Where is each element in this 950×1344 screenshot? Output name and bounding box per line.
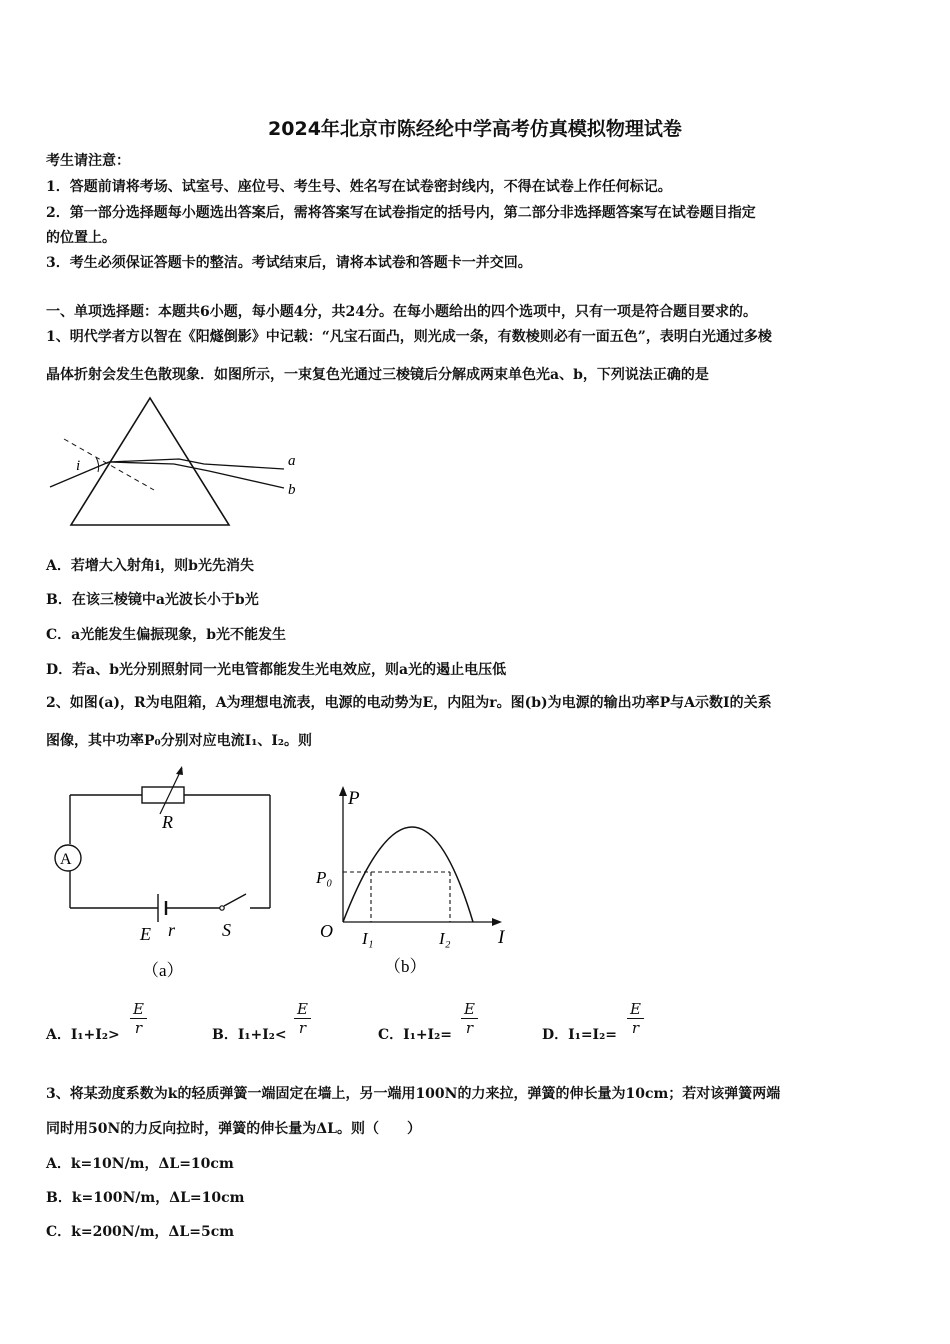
q1-stem: 晶体折射会发生色散现象．如图所示，一束复色光通过三棱镜后分解成两束单色光a、b，下列说法正确的是 <box>46 367 709 383</box>
label-E: E <box>140 924 151 944</box>
label-r: r <box>168 920 176 940</box>
fraction: $\frac{E}{r}$ <box>627 1000 644 1037</box>
label-I: I <box>498 927 505 948</box>
notice-item: 的位置上。 <box>46 230 116 246</box>
q3-stem: 同时用50N的力反向拉时，弹簧的伸长量为ΔL。则（ ） <box>46 1121 421 1137</box>
q2-option: A．I₁+I₂> <box>46 1027 120 1043</box>
ray-b <box>109 462 284 488</box>
prism-triangle <box>71 398 229 525</box>
q1-option: C．a光能发生偏振现象，b光不能发生 <box>46 627 287 643</box>
power-curve <box>343 827 473 922</box>
q3-option: B．k=100N/m，ΔL=10cm <box>46 1190 245 1206</box>
section-heading: 一、单项选择题：本题共6小题，每小题4分，共24分。在每小题给出的四个选项中，只有一项是符合题目要求的。 <box>46 304 757 320</box>
circuit-figure <box>50 762 280 984</box>
label-a: a <box>288 453 296 469</box>
notice-item: 2．第一部分选择题每小题选出答案后，需将答案写在试卷指定的括号内，第二部分非选择题答案写在试卷题目指定 <box>46 205 756 221</box>
q3-option: A．k=10N/m，ΔL=10cm <box>46 1156 234 1172</box>
q1-option: D．若a、b光分别照射同一光电管都能发生光电效应，则a光的遏止电压低 <box>46 662 507 678</box>
caption-a: （a） <box>142 961 184 980</box>
label-S: S <box>222 920 231 940</box>
q2-option: D．I₁=I₂= <box>542 1027 617 1043</box>
q1-option: A．若增大入射角i，则b光先消失 <box>46 558 254 574</box>
label-R: R <box>162 812 173 832</box>
prism-figure <box>44 392 314 532</box>
resistor <box>142 787 184 803</box>
q2-stem: 图像，其中功率P₀分别对应电流I₁、I₂。则 <box>46 733 313 749</box>
q1-stem: 1、明代学者方以智在《阳燧倒影》中记载：“凡宝石面凸，则光成一条，有数棱则必有一面五色”，表明白光通过多棱 <box>46 329 772 345</box>
q2-option: B．I₁+I₂< <box>212 1027 287 1043</box>
page-title: 2024年北京市陈经纶中学高考仿真模拟物理试卷 <box>268 118 682 140</box>
q3-option: C．k=200N/m，ΔL=5cm <box>46 1224 235 1240</box>
variable-arrow <box>160 768 182 814</box>
ray-a <box>109 459 284 469</box>
switch <box>220 906 224 910</box>
fraction: $\frac{E}{r}$ <box>130 1000 147 1037</box>
fraction: $\frac{E}{r}$ <box>461 1000 478 1037</box>
fraction: $\frac{E}{r}$ <box>294 1000 311 1037</box>
label-P: P <box>348 788 360 809</box>
label-I1: I₁ <box>362 929 374 948</box>
q2-stem: 2、如图(a)，R为电阻箱，A为理想电流表，电源的电动势为E，内阻为r。图(b)为电源的输出功率P与A示数I的关系 <box>46 695 772 711</box>
power-graph <box>310 782 520 982</box>
label-b: b <box>288 482 296 498</box>
label-P0: P₀ <box>316 868 333 887</box>
notice-item: 1．答题前请将考场、试室号、座位号、考生号、姓名写在试卷密封线内，不得在试卷上作任何标记。 <box>46 179 672 195</box>
notice-item: 3．考生必须保证答题卡的整洁。考试结束后，请将本试卷和答题卡一并交回。 <box>46 255 532 271</box>
label-A: A <box>60 851 72 868</box>
notice-heading: 考生请注意： <box>46 153 130 169</box>
label-O: O <box>320 921 333 941</box>
q2-option: C．I₁+I₂= <box>378 1027 452 1043</box>
caption-b: （b） <box>384 957 427 976</box>
label-i: i <box>76 458 81 474</box>
label-I2: I₂ <box>439 929 451 948</box>
q3-stem: 3、将某劲度系数为k的轻质弹簧一端固定在墙上，另一端用100N的力来拉，弹簧的伸长量为10cm；若对该弹簧两端 <box>46 1086 781 1102</box>
q1-option: B．在该三棱镜中a光波长小于b光 <box>46 592 259 608</box>
